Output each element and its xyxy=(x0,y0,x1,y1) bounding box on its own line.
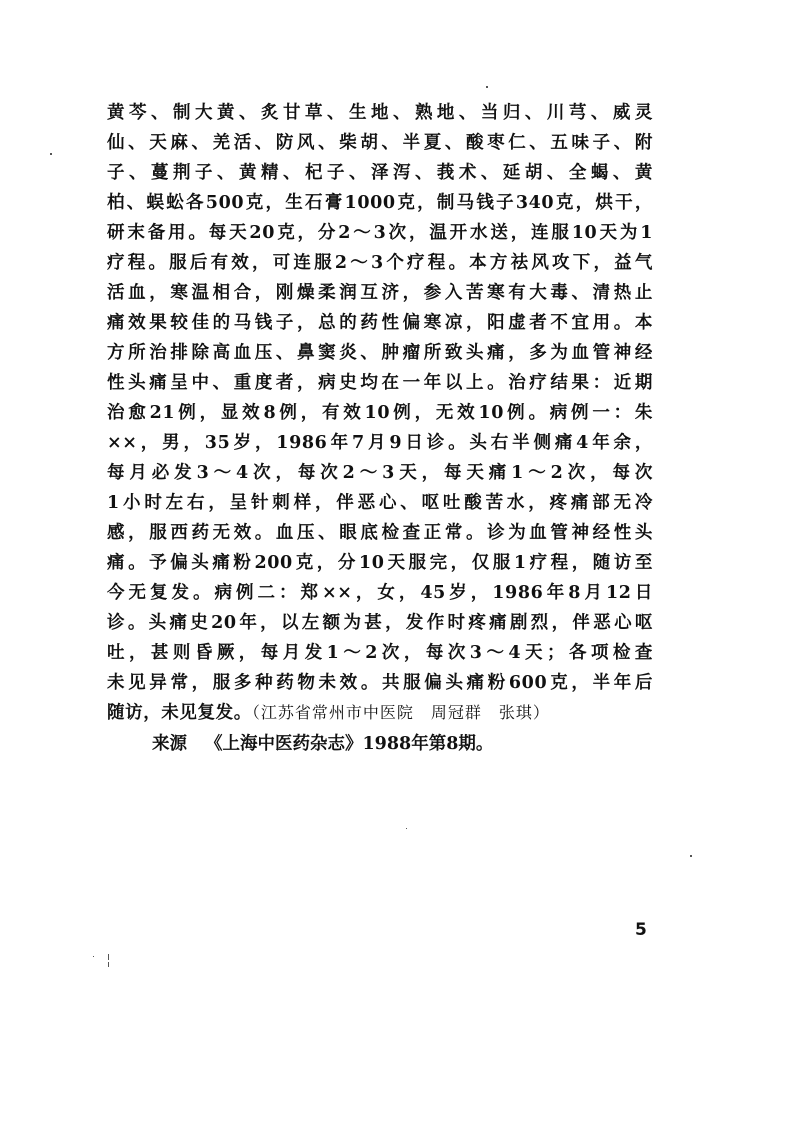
text-line: 诊。头痛史20年，以左额为甚，发作时疼痛剧烈，伴恶心呕 xyxy=(107,613,653,633)
text-line-with-credit xyxy=(107,698,653,728)
scan-speck xyxy=(50,153,52,155)
text-line: 性头痛呈中、重度者，病史均在一年以上。治疗结果：近期 xyxy=(107,373,653,393)
body-text xyxy=(107,98,653,728)
text-line: 今无复发。病例二：郑××，女，45岁，1986年8月12日 xyxy=(107,583,653,603)
text-line: 1小时左右，呈针刺样，伴恶心、呕吐酸苦水，疼痛部无冷 xyxy=(107,493,653,513)
scan-speck xyxy=(406,828,407,829)
author-credit: （江苏省常州市中医院 周冠群 张琪） xyxy=(251,703,550,722)
source-label: 来源 xyxy=(152,734,187,754)
text-line: 柏、蜈蚣各500克，生石膏1000克，制马钱子340克，烘干， xyxy=(107,193,653,213)
source-text: 《上海中医药杂志》1988年第8期。 xyxy=(205,734,494,754)
text-line: 方所治排除高血压、鼻窦炎、肿瘤所致头痛，多为血管神经 xyxy=(107,343,653,363)
text-line: 每月必发3～4次，每次2～3天，每天痛1～2次，每次 xyxy=(107,463,653,483)
text-line: 疗程。服后有效，可连服2～3个疗程。本方祛风攻下，益气 xyxy=(107,253,653,273)
text-line: 子、蔓荆子、黄精、杞子、泽泻、莪术、延胡、全蝎、黄 xyxy=(107,163,653,183)
text-line: 感，服西药无效。血压、眼底检查正常。诊为血管神经性头 xyxy=(107,523,653,543)
text-line: ××，男，35岁，1986年7月9日诊。头右半侧痛4年余， xyxy=(107,433,653,453)
text-line: 黄芩、制大黄、炙甘草、生地、熟地、当归、川芎、威灵 xyxy=(107,103,653,123)
scan-speck xyxy=(690,855,692,857)
scan-speck xyxy=(108,962,109,967)
source-citation xyxy=(152,729,493,759)
text-line: 随访，未见复发。 xyxy=(107,703,252,723)
scan-speck xyxy=(93,956,94,957)
scan-speck xyxy=(486,86,488,88)
page-number: 5 xyxy=(635,920,647,940)
text-line: 治愈21例，显效8例，有效10例，无效10例。病例一：朱 xyxy=(107,403,653,423)
text-line: 痛效果较佳的马钱子，总的药性偏寒凉，阳虚者不宜用。本 xyxy=(107,313,653,333)
text-line: 痛。予偏头痛粉200克，分10天服完，仅服1疗程，随访至 xyxy=(107,553,653,573)
text-line: 仙、天麻、羌活、防风、柴胡、半夏、酸枣仁、五味子、附 xyxy=(107,133,653,153)
text-line: 未见异常，服多种药物未效。共服偏头痛粉600克，半年后 xyxy=(107,673,653,693)
scan-speck xyxy=(108,954,109,960)
text-line: 吐，甚则昏厥，每月发1～2次，每次3～4天；各项检查 xyxy=(107,643,653,663)
text-line: 活血，寒温相合，刚燥柔润互济，参入苦寒有大毒、清热止 xyxy=(107,283,653,303)
text-line: 研末备用。每天20克，分2～3次，温开水送，连服10天为1 xyxy=(107,223,653,243)
